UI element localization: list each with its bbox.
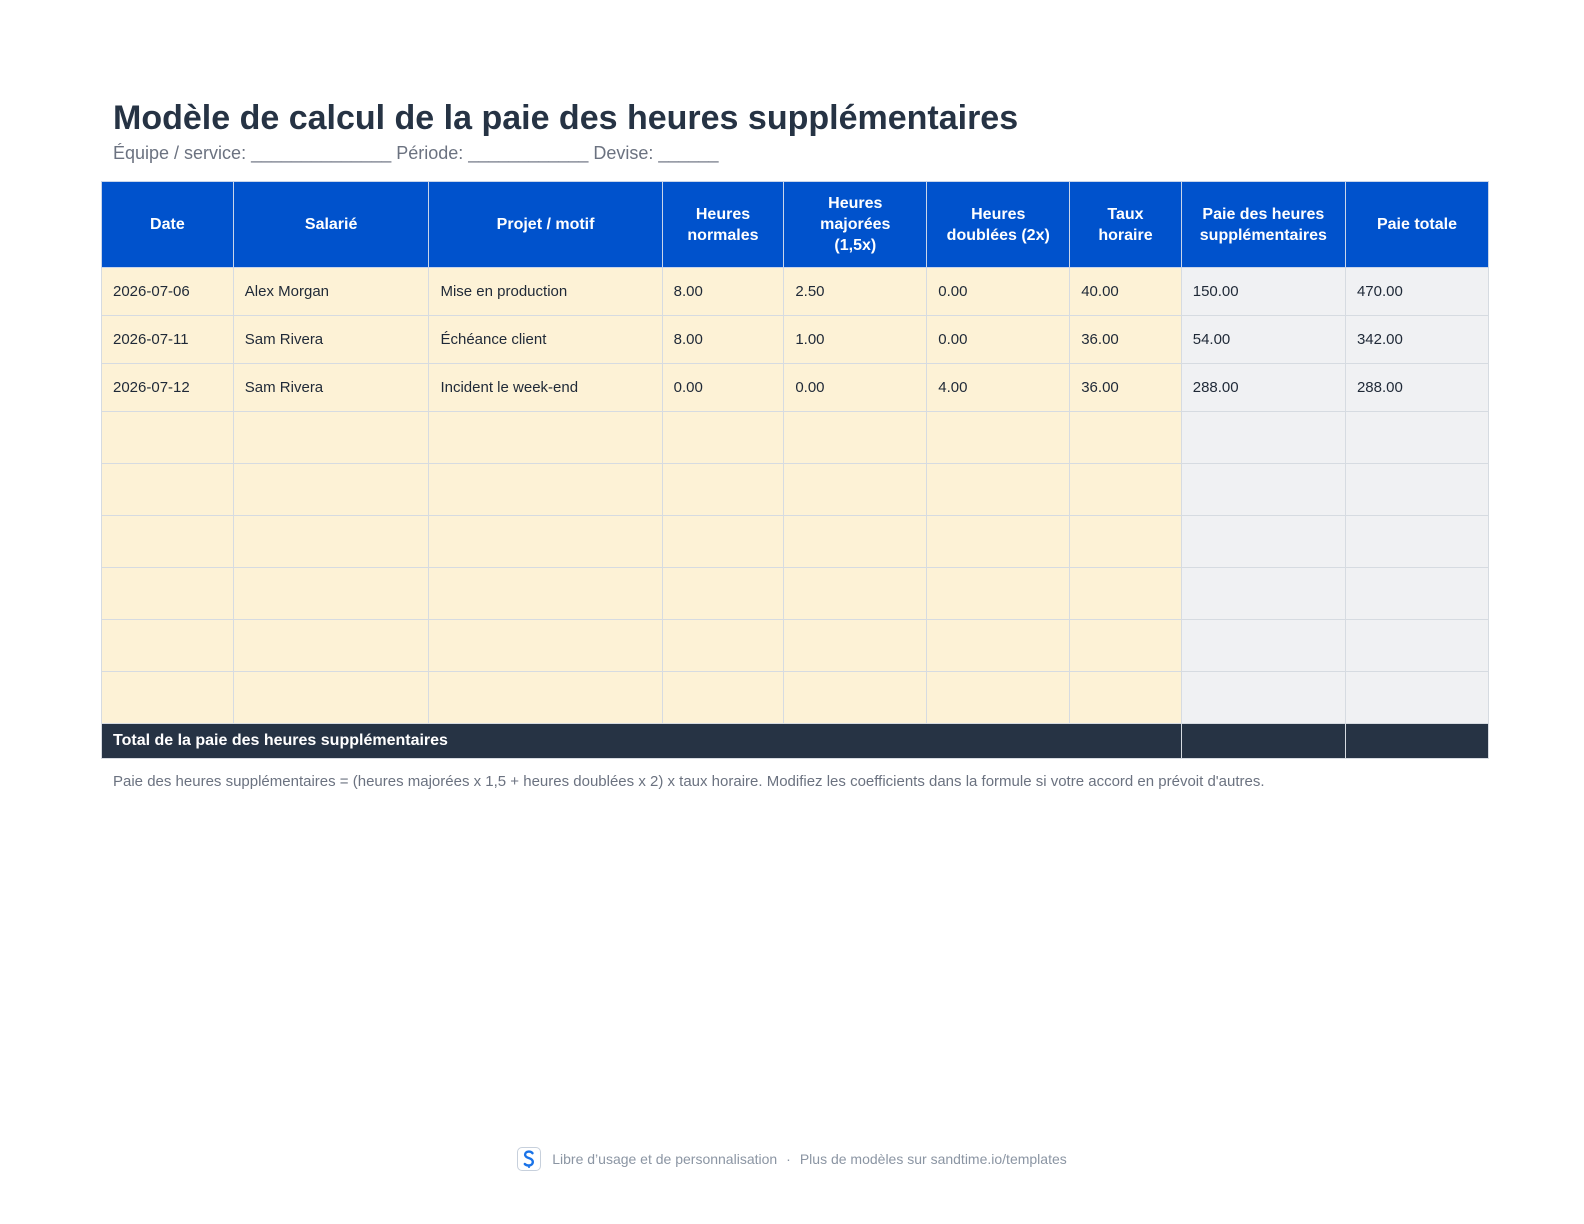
empty-table-row <box>102 464 1489 516</box>
column-header-date <box>102 182 234 268</box>
cell-project[interactable]: Incident le week-end <box>429 364 662 412</box>
empty-cell-double-hours[interactable] <box>927 516 1070 568</box>
column-header-line: horaire <box>1098 226 1153 244</box>
cell-double-hours[interactable]: 0.00 <box>927 316 1070 364</box>
empty-cell-normal-hours[interactable] <box>662 620 784 672</box>
empty-cell-date[interactable] <box>102 672 234 724</box>
column-header-line: supplémentaires <box>1199 226 1327 244</box>
empty-cell-employee[interactable] <box>233 464 429 516</box>
empty-cell-date[interactable] <box>102 464 234 516</box>
empty-cell-double-hours[interactable] <box>927 412 1070 464</box>
empty-table-row <box>102 516 1489 568</box>
footer-license: Libre d’usage et de personnalisation <box>552 1151 778 1167</box>
empty-cell-normal-hours[interactable] <box>662 568 784 620</box>
empty-cell-hourly-rate[interactable] <box>1070 516 1182 568</box>
cell-overtime-pay[interactable]: 150.00 <box>1181 268 1345 316</box>
empty-cell-project[interactable] <box>429 412 662 464</box>
empty-cell-overtime-pay[interactable] <box>1181 412 1345 464</box>
cell-overtime-hours[interactable]: 1.00 <box>784 316 927 364</box>
column-header-double-hours <box>927 182 1070 268</box>
column-header-employee <box>233 182 429 268</box>
empty-cell-project[interactable] <box>429 568 662 620</box>
empty-cell-date[interactable] <box>102 620 234 672</box>
total-pay-cell[interactable] <box>1345 724 1488 759</box>
footer <box>0 1147 1584 1171</box>
column-header-overtime-hours <box>784 182 927 268</box>
empty-cell-normal-hours[interactable] <box>662 516 784 568</box>
empty-cell-normal-hours[interactable] <box>662 412 784 464</box>
empty-cell-date[interactable] <box>102 516 234 568</box>
empty-cell-overtime-hours[interactable] <box>784 672 927 724</box>
cell-hourly-rate[interactable]: 40.00 <box>1070 268 1182 316</box>
empty-cell-overtime-hours[interactable] <box>784 412 927 464</box>
cell-normal-hours[interactable]: 8.00 <box>662 268 784 316</box>
cell-hourly-rate[interactable]: 36.00 <box>1070 364 1182 412</box>
empty-cell-overtime-pay[interactable] <box>1181 672 1345 724</box>
empty-cell-hourly-rate[interactable] <box>1070 620 1182 672</box>
empty-cell-overtime-pay[interactable] <box>1181 516 1345 568</box>
column-header-line: Paie des heures <box>1202 205 1325 223</box>
cell-overtime-pay[interactable]: 54.00 <box>1181 316 1345 364</box>
column-header-line: Salarié <box>304 216 358 233</box>
column-header-line: normales <box>687 226 759 244</box>
cell-overtime-hours[interactable]: 2.50 <box>784 268 927 316</box>
empty-cell-employee[interactable] <box>233 620 429 672</box>
empty-table-row <box>102 620 1489 672</box>
empty-cell-employee[interactable] <box>233 412 429 464</box>
table-body <box>102 268 1489 724</box>
sandtime-logo-icon <box>517 1147 541 1171</box>
empty-cell-normal-hours[interactable] <box>662 672 784 724</box>
cell-date[interactable]: 2026-07-11 <box>102 316 234 364</box>
empty-cell-double-hours[interactable] <box>927 672 1070 724</box>
empty-cell-total-pay[interactable] <box>1345 464 1488 516</box>
footer-separator: · <box>786 1151 791 1167</box>
column-header-hourly-rate <box>1070 182 1182 268</box>
cell-employee[interactable]: Alex Morgan <box>233 268 429 316</box>
empty-cell-total-pay[interactable] <box>1345 412 1488 464</box>
cell-normal-hours[interactable]: 0.00 <box>662 364 784 412</box>
empty-table-row <box>102 672 1489 724</box>
column-header-line: Heures <box>695 205 751 223</box>
empty-cell-overtime-hours[interactable] <box>784 568 927 620</box>
empty-cell-overtime-hours[interactable] <box>784 464 927 516</box>
column-header-line: majorées <box>820 216 891 233</box>
empty-cell-overtime-pay[interactable] <box>1181 620 1345 672</box>
empty-cell-hourly-rate[interactable] <box>1070 412 1182 464</box>
empty-cell-overtime-pay[interactable] <box>1181 568 1345 620</box>
empty-cell-date[interactable] <box>102 412 234 464</box>
empty-cell-project[interactable] <box>429 516 662 568</box>
empty-table-row <box>102 568 1489 620</box>
column-header-line: Taux <box>1107 205 1144 223</box>
empty-cell-overtime-pay[interactable] <box>1181 464 1345 516</box>
cell-double-hours[interactable]: 0.00 <box>927 268 1070 316</box>
empty-cell-employee[interactable] <box>233 568 429 620</box>
column-header-overtime-pay <box>1181 182 1345 268</box>
overtime-table <box>101 181 1489 759</box>
cell-total-pay[interactable]: 342.00 <box>1345 316 1488 364</box>
empty-cell-hourly-rate[interactable] <box>1070 464 1182 516</box>
column-header-line: doublées (2x) <box>946 226 1050 244</box>
empty-cell-total-pay[interactable] <box>1345 568 1488 620</box>
empty-cell-project[interactable] <box>429 620 662 672</box>
cell-overtime-pay[interactable]: 288.00 <box>1181 364 1345 412</box>
column-header-project <box>429 182 662 268</box>
page-subtitle: Équipe / service: ______________ Période: ____________ Devise: ______ <box>113 143 719 163</box>
column-header-line: Heures <box>971 205 1026 223</box>
empty-cell-total-pay[interactable] <box>1345 516 1488 568</box>
cell-normal-hours[interactable]: 8.00 <box>662 316 784 364</box>
empty-cell-double-hours[interactable] <box>927 464 1070 516</box>
empty-cell-date[interactable] <box>102 568 234 620</box>
cell-employee[interactable]: Sam Rivera <box>233 364 429 412</box>
cell-date[interactable]: 2026-07-06 <box>102 268 234 316</box>
table-row <box>102 364 1489 412</box>
column-header-line: Paie totale <box>1376 216 1457 233</box>
cell-hourly-rate[interactable]: 36.00 <box>1070 316 1182 364</box>
empty-cell-total-pay[interactable] <box>1345 620 1488 672</box>
total-row <box>102 724 1489 759</box>
empty-cell-project[interactable] <box>429 464 662 516</box>
empty-cell-normal-hours[interactable] <box>662 464 784 516</box>
empty-cell-overtime-hours[interactable] <box>784 516 927 568</box>
empty-cell-double-hours[interactable] <box>927 620 1070 672</box>
total-label: Total de la paie des heures supplémentaires <box>102 724 1182 759</box>
table-row <box>102 316 1489 364</box>
cell-employee[interactable]: Sam Rivera <box>233 316 429 364</box>
cell-project[interactable]: Échéance client <box>429 316 662 364</box>
empty-cell-overtime-hours[interactable] <box>784 620 927 672</box>
cell-total-pay[interactable]: 470.00 <box>1345 268 1488 316</box>
empty-cell-project[interactable] <box>429 672 662 724</box>
empty-cell-hourly-rate[interactable] <box>1070 568 1182 620</box>
cell-project[interactable]: Mise en production <box>429 268 662 316</box>
table-row <box>102 268 1489 316</box>
column-header-line: Heures <box>828 195 883 212</box>
empty-table-row <box>102 412 1489 464</box>
column-header-normal-hours <box>662 182 784 268</box>
column-header-line: (1,5x) <box>834 237 877 254</box>
empty-cell-employee[interactable] <box>233 516 429 568</box>
column-header-line: Date <box>150 216 185 233</box>
footer-templates-link[interactable]: Plus de modèles sur sandtime.io/templates <box>799 1151 1067 1167</box>
column-header-total-pay <box>1345 182 1488 268</box>
cell-double-hours[interactable]: 4.00 <box>927 364 1070 412</box>
empty-cell-hourly-rate[interactable] <box>1070 672 1182 724</box>
column-header-line: Projet / motif <box>496 216 595 233</box>
cell-date[interactable]: 2026-07-12 <box>102 364 234 412</box>
empty-cell-total-pay[interactable] <box>1345 672 1488 724</box>
cell-total-pay[interactable]: 288.00 <box>1345 364 1488 412</box>
header-row <box>102 182 1489 268</box>
cell-overtime-hours[interactable]: 0.00 <box>784 364 927 412</box>
total-overtime-pay-cell[interactable] <box>1181 724 1345 759</box>
empty-cell-double-hours[interactable] <box>927 568 1070 620</box>
empty-cell-employee[interactable] <box>233 672 429 724</box>
page-title: Modèle de calcul de la paie des heures supplémentaires <box>113 99 1019 137</box>
formula-note: Paie des heures supplémentaires = (heures majorées x 1,5 + heures doublées x 2) x taux horaire. Modifiez les coefficients dans la formule si votre accord en prévoit d'autres. <box>113 773 1265 790</box>
